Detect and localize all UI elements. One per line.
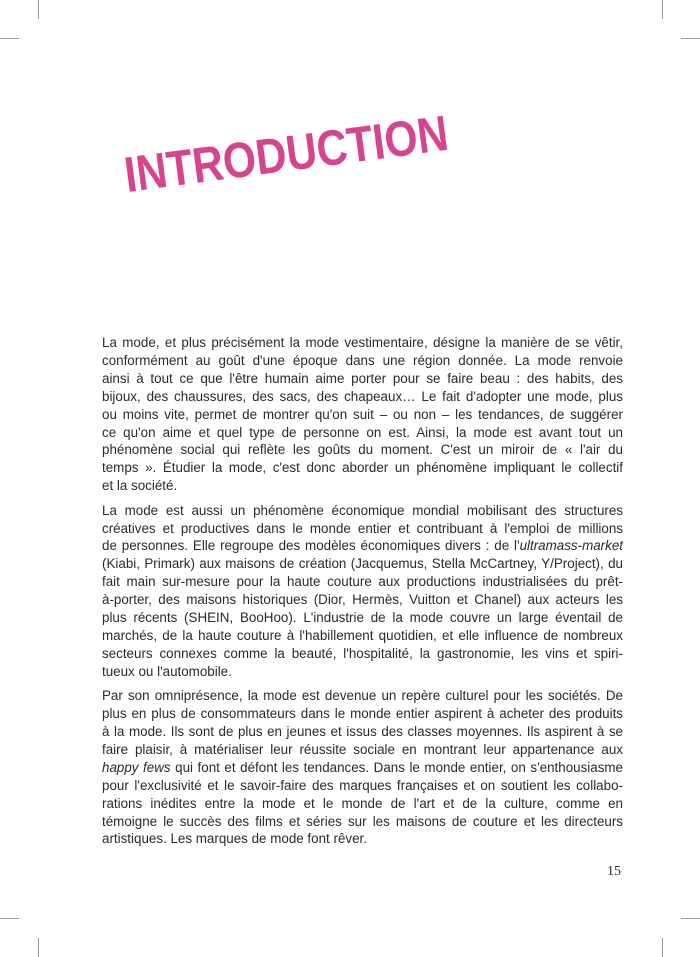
text-segment: bijoux, des chaussures, des sacs, des chapeaux… Le fait d'adopter une mode, plus — [102, 388, 623, 404]
crop-mark — [681, 38, 700, 39]
crop-mark — [0, 38, 19, 39]
text-line — [102, 627, 623, 645]
text-line — [102, 813, 623, 831]
text-segment: La mode est aussi un phénomène économique mondial mobilisant des structures — [102, 502, 623, 518]
text-line — [102, 759, 623, 777]
text-line — [102, 406, 623, 424]
text-segment: à la mode. Ils sont de plus en jeunes et issus des classes moyennes. Ils aspirent à se — [102, 724, 623, 740]
text-line — [102, 795, 623, 813]
text-line — [102, 520, 623, 538]
text-line — [102, 334, 623, 352]
text-segment: créatives et productives dans le monde entier et contribuant à l'emploi de millions — [102, 520, 623, 536]
text-segment: artistiques. Les marques de mode font rêver. — [102, 831, 367, 847]
text-segment: ce qu'on aime et quel type de personne on est. Ainsi, la mode est avant tout un — [102, 424, 623, 440]
text-segment: fait main sur-mesure pour la haute couture aux productions industrialisées du prêt- — [102, 574, 623, 590]
crop-mark — [681, 918, 700, 919]
text-segment: témoigne le succès des films et séries sur les maisons de couture et les directeurs — [102, 813, 623, 829]
text-line — [102, 723, 623, 741]
text-segment: marchés, de la haute couture à l'habillement quotidien, et elle influence de nombreux — [102, 628, 623, 643]
text-line — [102, 441, 623, 459]
text-segment: faire plaisir, à matérialiser leur réussite sociale en montrant leur appartenance aux — [102, 741, 623, 757]
text-segment: ainsi à tout ce que l'être humain aime porter pour se faire beau : des habits, des — [102, 370, 623, 386]
text-segment: phénomène social qui reflète les goûts du moment. C'est un miroir de « l'air du — [102, 442, 623, 458]
text-line — [102, 477, 623, 495]
text-line — [102, 555, 623, 573]
text-segment: rations inédites entre la mode et le monde de l'art et de la culture, comme en — [102, 795, 623, 811]
text-segment: Par son omniprésence, la mode est devenue un repère culturel pour les sociétés. De — [102, 688, 623, 704]
text-line — [102, 537, 623, 555]
paragraph — [102, 334, 623, 495]
text-segment: à-porter, des maisons historiques (Dior, Hermès, Vuitton et Chanel) aux acteurs les — [102, 592, 623, 608]
text-line — [102, 830, 623, 848]
text-segment: secteurs connexes comme la beauté, l'hospitalité, la gastronomie, les vins et spiri- — [102, 645, 623, 661]
text-segment: plus récents (SHEIN, BooHoo). L'industrie de la mode couvre un large éventail de — [102, 610, 623, 626]
text-line — [102, 591, 623, 609]
crop-mark — [662, 0, 663, 19]
crop-mark — [0, 918, 19, 919]
text-line — [102, 663, 623, 681]
page-number: 15 — [607, 864, 621, 879]
chapter-title: INTRODUCTION — [121, 104, 452, 203]
italic-text: happy fews — [102, 759, 171, 775]
text-line — [102, 370, 623, 388]
text-line — [102, 424, 623, 442]
text-segment: pour l'exclusivité et le savoir-faire des marques françaises et on soutient les collabo- — [102, 777, 623, 793]
text-line — [102, 352, 623, 370]
text-line — [102, 687, 623, 705]
text-segment: qui font et défont les tendances. Dans le monde entier, on s'enthousiasme — [170, 759, 623, 775]
text-line — [102, 459, 623, 477]
body-text — [102, 334, 623, 855]
text-segment: de personnes. Elle regroupe des modèles économiques divers : de l' — [102, 538, 520, 554]
text-line — [102, 388, 623, 406]
text-segment: (Kiabi, Primark) aux maisons de création (Jacquemus, Stella McCartney, Y/Project), du — [102, 556, 623, 572]
text-segment: plus en plus de consommateurs dans le monde entier aspirent à acheter des produits — [102, 706, 623, 722]
text-line — [102, 777, 623, 795]
text-line — [102, 609, 623, 627]
crop-mark — [38, 0, 39, 19]
paragraph — [102, 502, 623, 681]
text-segment: temps ». Étudier la mode, c'est donc aborder un phénomène impliquant le collectif — [102, 460, 623, 476]
crop-mark — [38, 938, 39, 957]
text-line — [102, 502, 623, 520]
text-line — [102, 705, 623, 723]
text-segment: et la société. — [102, 478, 178, 494]
text-segment: conformément au goût d'une époque dans une région donnée. La mode renvoie — [102, 352, 623, 368]
crop-mark — [662, 938, 663, 957]
paragraph — [102, 687, 623, 848]
text-line — [102, 645, 623, 663]
text-segment: ou moins vite, permet de montrer qu'on suit – ou non – les tendances, de suggérer — [102, 406, 623, 422]
text-line — [102, 573, 623, 591]
text-line — [102, 741, 623, 759]
text-segment: La mode, et plus précisément la mode vestimentaire, désigne la manière de se vêtir, — [102, 335, 623, 350]
italic-text: ultramass-market — [519, 538, 623, 554]
text-segment: tueux ou l'automobile. — [102, 663, 232, 679]
